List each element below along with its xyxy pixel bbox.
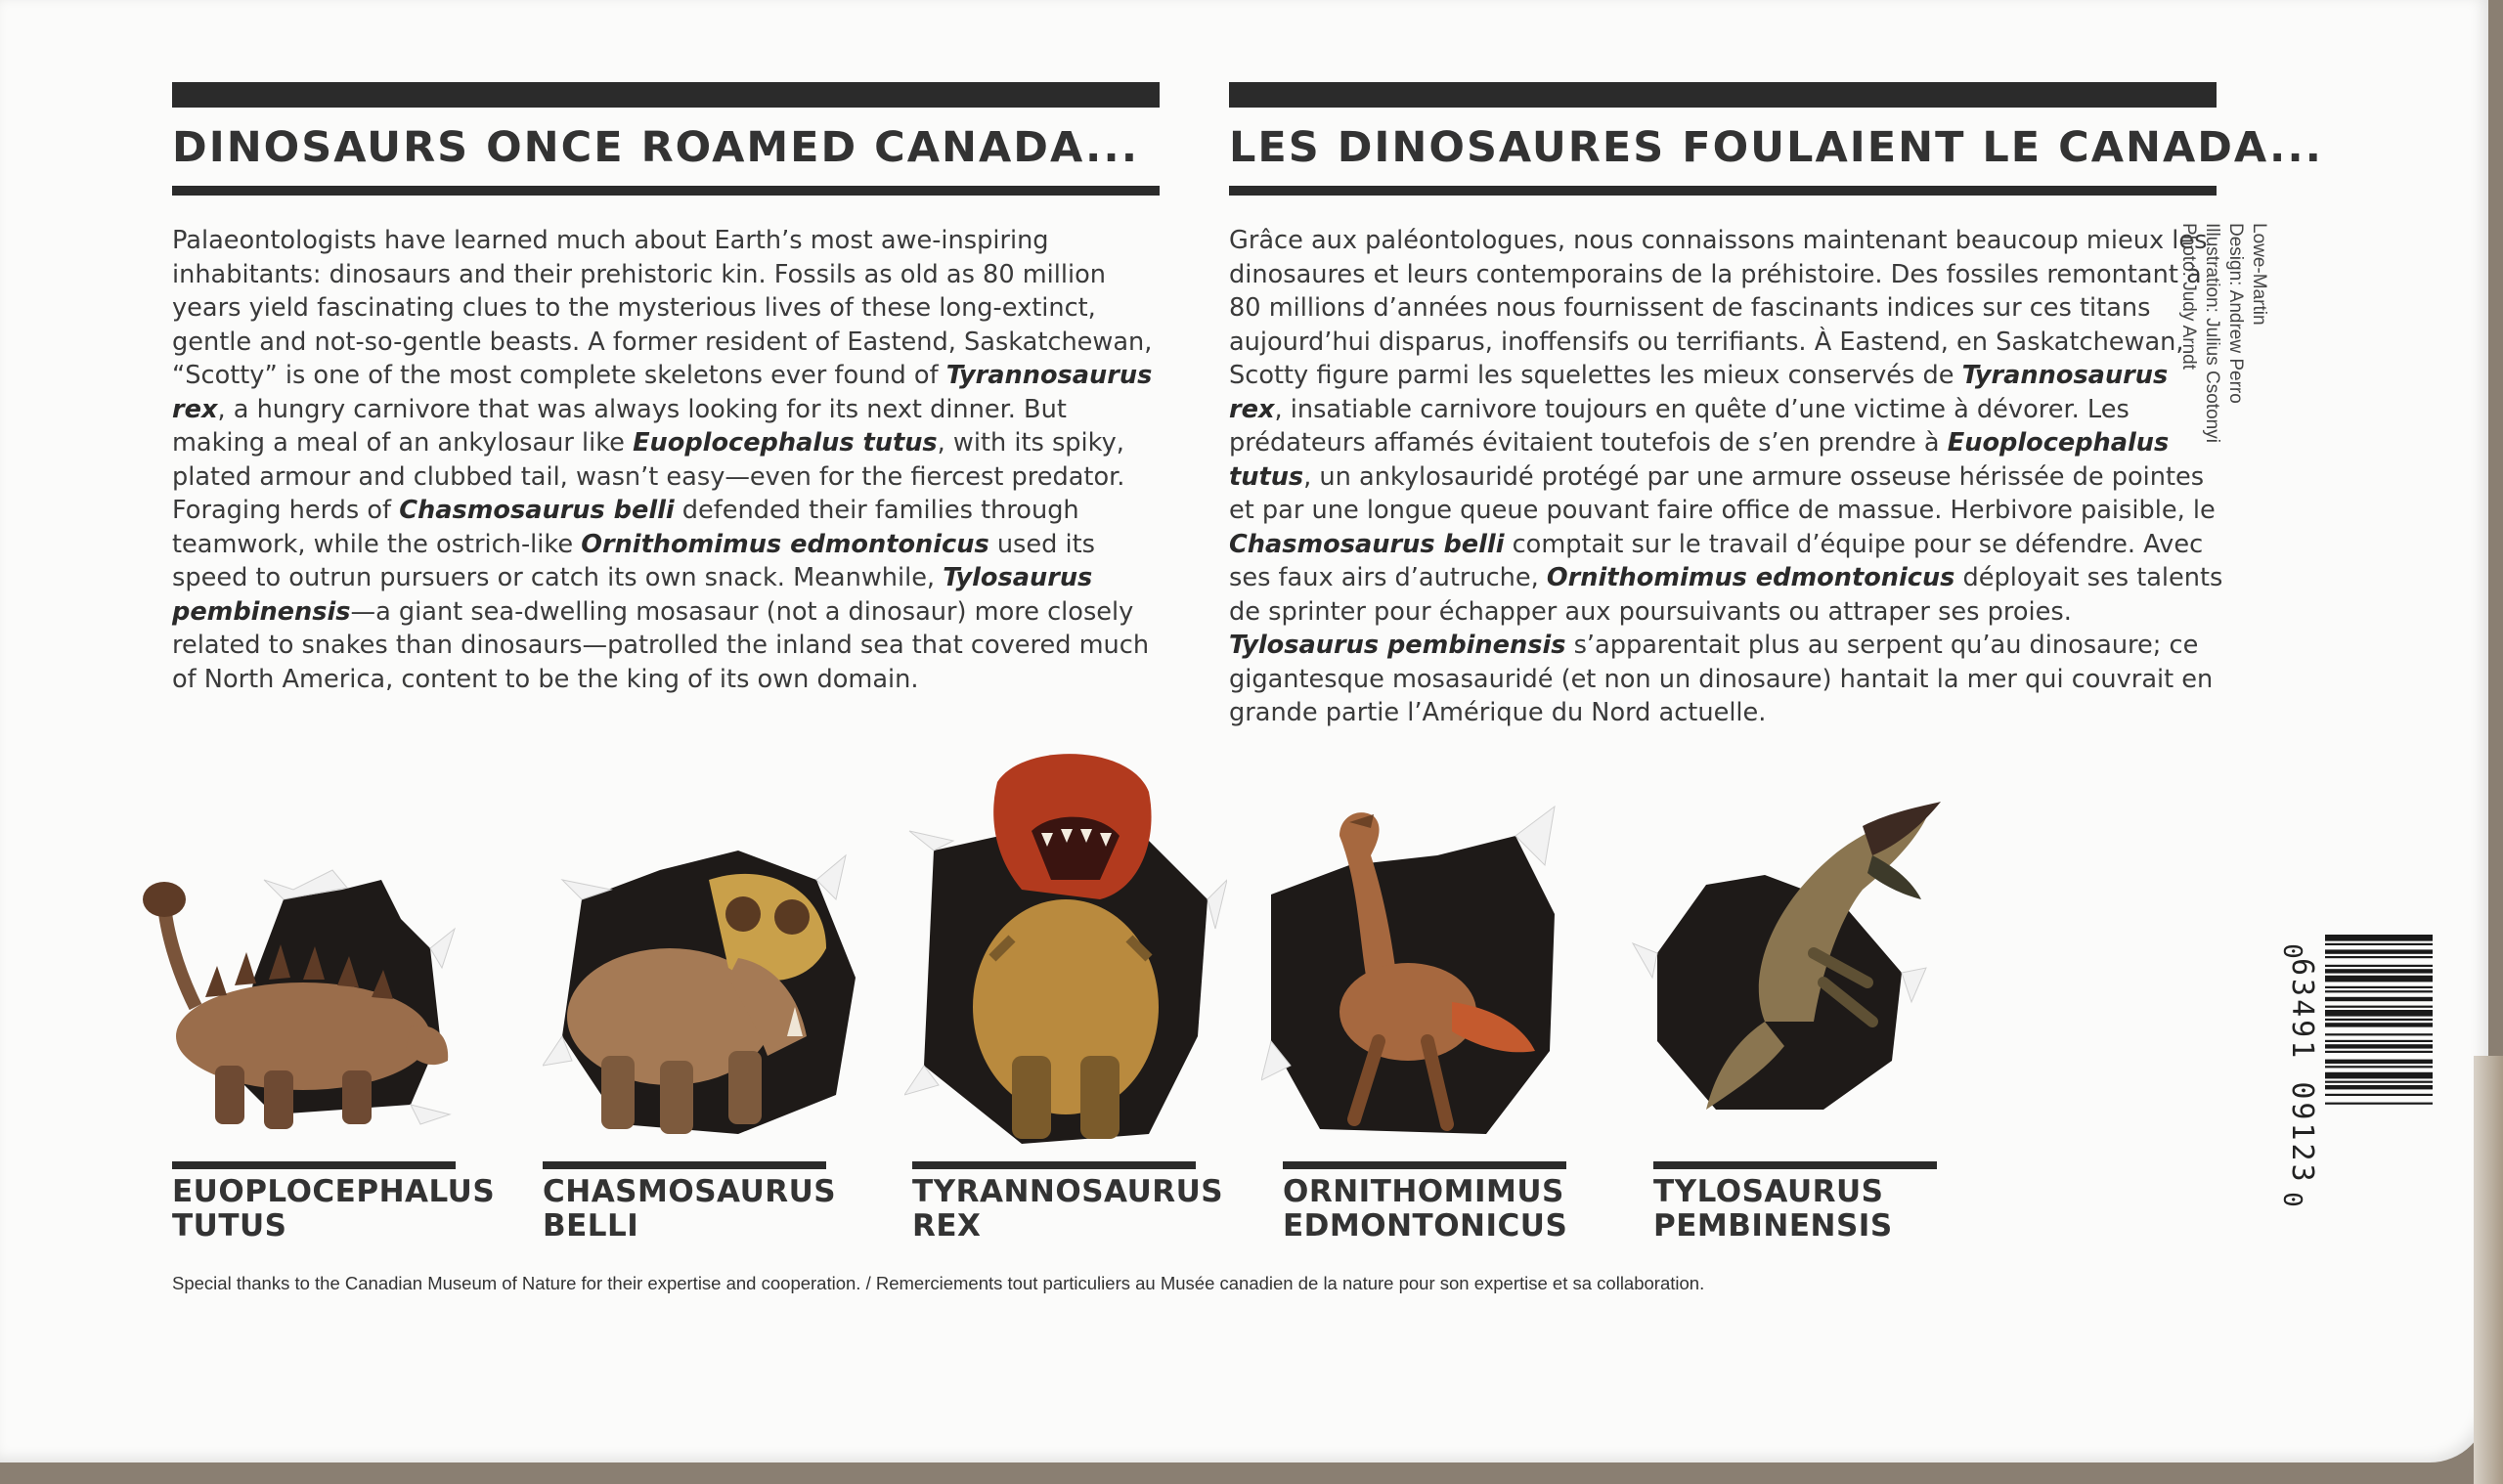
french-paragraph [1229,224,2226,730]
cover-edge [2474,1056,2503,1484]
english-species-name: Euoplocephalus tutus [633,428,938,458]
english-heading: DINOSAURS ONCE ROAMED CANADA... [172,123,1140,172]
french-text-run: déployait ses talents de sprinter pour échapper aux poursuivants ou attraper ses proies. [1229,563,2223,627]
tylosaurus-illustration [1628,797,1951,1119]
french-species-name: Ornithomimus edmontonicus [1546,563,1955,592]
french-heading: LES DINOSAURES FOULAIENT LE CANADA... [1229,123,2324,172]
label-chasmosaurus [543,1175,836,1244]
french-text-run: , insatiable carnivore toujours en quête d’une victime à dévorer. Les prédateurs affamés évitaient toutefois de s’en prendre à [1229,394,2130,458]
label-euoplocephalus [172,1175,495,1244]
barcode-right-digit: 0 [2276,1192,2306,1207]
english-text-run: , a hungry carnivore that was always looking for its next dinner. But making a meal of an ankylosaur like [172,394,1067,458]
label-bar-ornithomimus [1283,1161,1566,1169]
label-tyrannosaurus-line1: TYRANNOSAURUS [912,1174,1224,1209]
french-heading-rule [1229,186,2217,196]
credit-illustration: Illustration: Julius Csotonyi [2202,223,2222,443]
credit-printer: Lowe-Martin [2249,223,2269,326]
label-chasmosaurus-line2: BELLI [543,1208,639,1244]
label-ornithomimus [1283,1175,1567,1244]
credits [2176,223,2270,443]
label-euoplocephalus-line2: TUTUS [172,1208,287,1244]
barcode-number: 63491 09123 [2285,958,2319,1185]
english-text-run: Palaeontologists have learned much about Earth’s most awe-inspiring inhabitants: dinosaurs and their prehistoric kin. Fossils as old as 80 million years yield fascinating clues to the mysterious lives of these long-extinct, gentle and not-so-gentle beasts. A former resident of Eastend, Saskatchewan, “Scotty” is one of the most complete skeletons ever found of [172,226,1153,390]
label-chasmosaurus-line1: CHASMOSAURUS [543,1174,837,1209]
french-text-run: Grâce aux paléontologues, nous connaissons maintenant beaucoup mieux les dinosaures et leurs contemporains de la préhistoire. Des fossiles remontant à 80 millions d’années nous fournissent de fascinants indices sur ces titans aujourd’hui disparus, inoffensifs ou terrifiants. À Eastend, en Saskatchewan, Scotty figure parmi les squelettes les mieux conservés de [1229,226,2208,390]
french-text-run: comptait sur le travail d’équipe pour se défendre. Avec ses faux airs d’autruche, [1229,529,2204,592]
label-bar-euoplocephalus [172,1161,456,1169]
english-species-name: Tyrannosaurus rex [172,361,1153,424]
label-ornithomimus-line2: EDMONTONICUS [1283,1208,1568,1244]
french-species-name: Euoplocephalus tutus [1229,428,2170,492]
credit-design: Design: Andrew Perro [2225,223,2246,404]
french-text-run: , un ankylosauridé protégé par une armure osseuse hérissée de pointes et par une longue queue pouvant faire office de massue. Herbivore paisible, le [1229,461,2216,525]
english-text-run: used its speed to outrun pursuers or catch its own snack. Meanwhile, [172,529,1095,592]
french-species-name: Tylosaurus pembinensis [1229,631,1566,660]
english-top-bar [172,82,1160,108]
label-bar-chasmosaurus [543,1161,826,1169]
euoplocephalus-illustration [137,860,460,1154]
english-species-name: Ornithomimus edmontonicus [581,529,989,559]
french-top-bar [1229,82,2217,108]
label-bar-tylosaurus [1653,1161,1937,1169]
french-species-name: Tyrannosaurus rex [1229,361,2169,424]
english-text-run: defended their families through teamwork, while the ostrich-like [172,496,1079,559]
label-tylosaurus-line1: TYLOSAURUS [1653,1174,1884,1209]
label-tyrannosaurus [912,1175,1223,1244]
english-species-name: Tylosaurus pembinensis [172,563,1093,627]
barcode-left-digit: 0 [2276,943,2306,959]
acknowledgement: Special thanks to the Canadian Museum of Nature for their expertise and cooperation. / Remerciements tout particuliers au Musée canadien de la nature pour son expertise et sa collaboration. [172,1273,1705,1293]
english-species-name: Chasmosaurus belli [399,496,675,525]
ornithomimus-illustration [1261,797,1574,1149]
tyrannosaurus-illustration [904,743,1227,1154]
label-tylosaurus [1653,1175,1893,1244]
french-species-name: Chasmosaurus belli [1229,529,1505,559]
english-paragraph [172,224,1162,696]
label-bar-tyrannosaurus [912,1161,1196,1169]
english-text-run: , with its spiky, plated armour and clubbed tail, wasn’t easy—even for the fiercest predator. Foraging herds of [172,428,1125,525]
label-tylosaurus-line2: PEMBINENSIS [1653,1208,1893,1244]
french-text-run: s’apparentait plus au serpent qu’au dinosaure; ce gigantesque mosasauridé (et non un dinosaure) hantait la mer qui couvrait en grande partie l’Amérique du Nord actuelle. [1229,631,2214,727]
label-tyrannosaurus-line2: REX [912,1208,982,1244]
label-euoplocephalus-line1: EUOPLOCEPHALUS [172,1174,496,1209]
barcode-bars [2325,935,2433,1105]
english-heading-rule [172,186,1160,196]
credit-photo: Photo: Judy Arndt [2178,223,2199,370]
label-ornithomimus-line1: ORNITHOMIMUS [1283,1174,1564,1209]
chasmosaurus-illustration [543,841,865,1154]
english-text-run: —a giant sea-dwelling mosasaur (not a dinosaur) more closely related to snakes than dinosaurs—patrolled the inland sea that covered much of North America, content to be the king of its own domain. [172,596,1150,694]
